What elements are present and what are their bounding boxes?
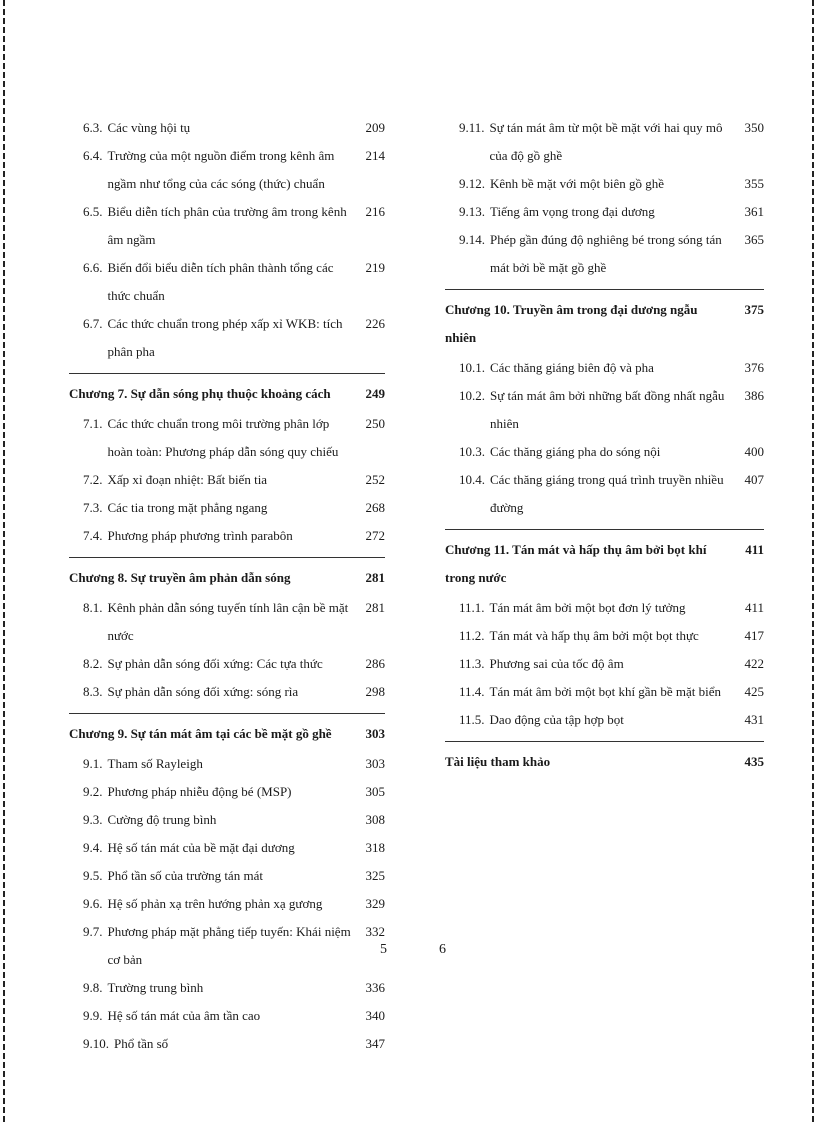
toc-entry-title: Phép gần đúng độ nghiêng bé trong sóng tán mát bởi bề mặt gồ ghề <box>490 232 722 275</box>
toc-entry-page: 422 <box>744 656 764 671</box>
toc-entry[interactable] <box>69 778 385 806</box>
toc-entry-title: Các tia trong mặt phẳng ngang <box>107 500 268 515</box>
toc-entry-title: Các thăng giáng pha do sóng nội <box>490 444 661 459</box>
toc-entry-page: 407 <box>744 472 764 487</box>
toc-entry-number: 9.10. <box>83 1036 109 1051</box>
scan-edge-left <box>3 0 5 1123</box>
toc-entry-title: Hệ số tán mát của âm tần cao <box>107 1008 261 1023</box>
toc-entry-page: 298 <box>365 684 385 699</box>
toc-entry[interactable] <box>445 706 764 734</box>
toc-entry-number: 9.5. <box>83 868 103 883</box>
toc-entry[interactable] <box>69 522 385 550</box>
toc-entry-number: 11.1. <box>459 600 485 615</box>
toc-entry[interactable] <box>69 750 385 778</box>
toc-entry[interactable] <box>69 834 385 862</box>
chapter-page: 303 <box>365 726 385 741</box>
toc-entry-title: Các thức chuẩn trong phép xấp xỉ WKB: tích phân pha <box>107 316 343 359</box>
toc-entry-page: 286 <box>365 656 385 671</box>
toc-entry[interactable] <box>445 382 764 438</box>
toc-entry[interactable] <box>445 170 764 198</box>
toc-entry-title: Cường độ trung bình <box>107 812 217 827</box>
toc-entry-title: Tiếng âm vọng trong đại dương <box>490 204 655 219</box>
chapter-page: 375 <box>744 302 764 317</box>
toc-entry[interactable] <box>445 354 764 382</box>
toc-entry-number: 6.7. <box>83 316 103 331</box>
toc-entry-page: 214 <box>365 148 385 163</box>
toc-entry-page: 305 <box>365 784 385 799</box>
toc-entry-number: 9.6. <box>83 896 103 911</box>
toc-entry-page: 386 <box>744 388 764 403</box>
toc-entry-number: 9.9. <box>83 1008 103 1023</box>
toc-entry-title: Các thức chuẩn trong môi trường phân lớp hoàn toàn: Phương pháp dẫn sóng quy chiếu <box>107 416 339 459</box>
toc-entry-title: Phổ tần số <box>114 1036 169 1051</box>
toc-entry-title: Trường của một nguồn điểm trong kênh âm ngầm như tổng của các sóng (thức) chuẩn <box>107 148 335 191</box>
toc-entry-title: Xấp xỉ đoạn nhiệt: Bất biến tia <box>107 472 268 487</box>
toc-entry-page: 268 <box>365 500 385 515</box>
page-number-left: 5 <box>380 942 387 957</box>
toc-entry[interactable] <box>69 1002 385 1030</box>
toc-entry[interactable] <box>69 974 385 1002</box>
toc-entry-number: 11.5. <box>459 712 485 727</box>
toc-entry-page: 209 <box>365 120 385 135</box>
toc-entry[interactable] <box>445 466 764 522</box>
chapter-page: 281 <box>365 570 385 585</box>
toc-entry-title: Tham số Rayleigh <box>107 756 203 771</box>
chapter-page: 435 <box>744 754 764 769</box>
toc-entry-number: 8.1. <box>83 600 103 615</box>
chapter-title: Chương 11. Tán mát và hấp thụ âm bởi bọt khí trong nước <box>445 542 707 585</box>
toc-entry-page: 252 <box>365 472 385 487</box>
toc-entry-title: Sự tán mát âm từ một bề mặt với hai quy mô của độ gồ ghề <box>489 120 723 163</box>
toc-entry-page: 365 <box>744 232 764 247</box>
toc-entry-page: 355 <box>744 176 764 191</box>
toc-entry[interactable] <box>69 410 385 466</box>
toc-entry-page: 329 <box>365 896 385 911</box>
toc-entry[interactable] <box>69 310 385 366</box>
chapter-page: 411 <box>745 542 764 557</box>
toc-entry[interactable] <box>69 466 385 494</box>
toc-entry-number: 6.3. <box>83 120 103 135</box>
toc-entry-page: 411 <box>744 600 764 615</box>
toc-entry-page: 216 <box>365 204 385 219</box>
toc-entry[interactable] <box>69 114 385 142</box>
toc-entry-title: Biến đổi biểu diễn tích phân thành tổng các thức chuẩn <box>107 260 334 303</box>
toc-entry-page: 417 <box>744 628 764 643</box>
toc-entry-title: Phương pháp nhiễu động bé (MSP) <box>107 784 292 799</box>
toc-entry-title: Kênh bề mặt với một biên gồ ghề <box>490 176 665 191</box>
toc-entry-page: 325 <box>365 868 385 883</box>
toc-chapter-heading[interactable] <box>445 741 764 776</box>
toc-entry[interactable] <box>69 862 385 890</box>
toc-entry-page: 431 <box>744 712 764 727</box>
toc-entry-number: 9.4. <box>83 840 103 855</box>
toc-entry-page: 250 <box>365 416 385 431</box>
toc-entry[interactable] <box>69 918 385 974</box>
chapter-title: Chương 7. Sự dẫn sóng phụ thuộc khoảng cách <box>69 386 331 401</box>
toc-entry-page: 332 <box>365 924 385 939</box>
toc-chapter-heading[interactable] <box>69 557 385 592</box>
toc-entry-page: 347 <box>365 1036 385 1051</box>
toc-entry-page: 226 <box>365 316 385 331</box>
toc-entry-page: 350 <box>744 120 764 135</box>
toc-entry-page: 281 <box>365 600 385 615</box>
toc-entry-number: 10.2. <box>459 388 485 403</box>
toc-entry-page: 318 <box>365 840 385 855</box>
toc-entry-title: Tán mát và hấp thụ âm bởi một bọt thực <box>489 628 699 643</box>
toc-chapter-heading[interactable] <box>445 289 764 352</box>
toc-entry[interactable] <box>69 678 385 706</box>
toc-entry[interactable] <box>445 226 764 282</box>
toc-entry-page: 219 <box>365 260 385 275</box>
chapter-title: Chương 9. Sự tán mát âm tại các bề mặt gồ ghề <box>69 726 332 741</box>
toc-entry-title: Phương pháp phương trình parabôn <box>107 528 293 543</box>
toc-entry-number: 9.12. <box>459 176 485 191</box>
toc-entry-title: Trường trung bình <box>107 980 204 995</box>
toc-entry-number: 9.14. <box>459 232 485 247</box>
toc-entry-title: Các thăng giáng biên độ và pha <box>490 360 654 375</box>
toc-entry-page: 340 <box>365 1008 385 1023</box>
toc-entry-title: Sự phản dẫn sóng đối xứng: sóng rìa <box>107 684 299 699</box>
toc-entry[interactable] <box>445 114 764 170</box>
toc-entry[interactable] <box>69 806 385 834</box>
chapter-title: Tài liệu tham khảo <box>445 754 551 769</box>
toc-entry-title: Phương pháp mặt phẳng tiếp tuyến: Khái niệm cơ bản <box>107 924 351 967</box>
toc-entry-number: 9.1. <box>83 756 103 771</box>
toc-entry-page: 425 <box>744 684 764 699</box>
toc-entry-number: 7.4. <box>83 528 103 543</box>
toc-entry-number: 7.2. <box>83 472 103 487</box>
toc-entry-page: 400 <box>744 444 764 459</box>
toc-column-right <box>445 114 764 778</box>
toc-entry-number: 6.5. <box>83 204 103 219</box>
toc-entry-number: 9.7. <box>83 924 103 939</box>
chapter-page: 249 <box>365 386 385 401</box>
toc-entry[interactable] <box>69 494 385 522</box>
toc-entry-number: 11.2. <box>459 628 485 643</box>
toc-entry[interactable] <box>69 1030 385 1058</box>
toc-entry-title: Phương sai của tốc độ âm <box>489 656 624 671</box>
toc-entry-page: 376 <box>744 360 764 375</box>
toc-column-left <box>69 114 385 1058</box>
toc-entry-page: 336 <box>365 980 385 995</box>
toc-entry[interactable] <box>445 438 764 466</box>
toc-entry-number: 8.3. <box>83 684 103 699</box>
toc-entry[interactable] <box>69 254 385 310</box>
toc-entry-number: 11.4. <box>459 684 485 699</box>
toc-entry-title: Tán mát âm bởi một bọt đơn lý tưởng <box>489 600 686 615</box>
toc-entry-title: Kênh phản dẫn sóng tuyến tính lân cận bề mặt nước <box>107 600 349 643</box>
toc-entry[interactable] <box>445 622 764 650</box>
toc-chapter-heading[interactable] <box>445 529 764 592</box>
toc-entry[interactable] <box>69 198 385 254</box>
toc-entry[interactable] <box>69 650 385 678</box>
toc-chapter-heading[interactable] <box>69 373 385 408</box>
toc-entry-number: 9.3. <box>83 812 103 827</box>
toc-entry-number: 6.6. <box>83 260 103 275</box>
toc-entry-title: Biểu diễn tích phân của trường âm trong kênh âm ngầm <box>107 204 347 247</box>
toc-entry-page: 361 <box>744 204 764 219</box>
toc-entry-title: Hệ số tán mát của bề mặt đại dương <box>107 840 295 855</box>
toc-entry-number: 9.13. <box>459 204 485 219</box>
toc-entry-page: 308 <box>365 812 385 827</box>
toc-entry-number: 9.2. <box>83 784 103 799</box>
toc-entry[interactable] <box>69 890 385 918</box>
toc-entry-number: 10.1. <box>459 360 485 375</box>
toc-entry-number: 6.4. <box>83 148 103 163</box>
toc-chapter-heading[interactable] <box>69 713 385 748</box>
toc-entry-title: Dao động của tập hợp bọt <box>489 712 624 727</box>
toc-entry[interactable] <box>445 198 764 226</box>
page-number-right: 6 <box>439 942 446 957</box>
toc-entry[interactable] <box>69 142 385 198</box>
toc-entry-title: Phổ tần số của trường tán mát <box>107 868 263 883</box>
toc-entry[interactable] <box>69 594 385 650</box>
toc-entry-title: Hệ số phản xạ trên hướng phản xạ gương <box>107 896 323 911</box>
toc-entry[interactable] <box>445 678 764 706</box>
toc-entry-title: Sự phản dẫn sóng đối xứng: Các tựa thức <box>107 656 323 671</box>
chapter-title: Chương 8. Sự truyền âm phản dẫn sóng <box>69 570 291 585</box>
toc-entry[interactable] <box>445 594 764 622</box>
scan-edge-right <box>812 0 814 1123</box>
chapter-title: Chương 10. Truyền âm trong đại dương ngẫu nhiên <box>445 302 698 345</box>
toc-entry-title: Sự tán mát âm bởi những bất đồng nhất ngẫu nhiên <box>490 388 725 431</box>
toc-entry-title: Các thăng giáng trong quá trình truyền nhiều đường <box>490 472 724 515</box>
toc-entry-number: 7.3. <box>83 500 103 515</box>
toc-entry-number: 7.1. <box>83 416 103 431</box>
toc-entry-number: 9.11. <box>459 120 485 135</box>
toc-entry-page: 272 <box>365 528 385 543</box>
toc-entry-page: 303 <box>365 756 385 771</box>
toc-entry-title: Tán mát âm bởi một bọt khí gần bề mặt biển <box>489 684 721 699</box>
toc-entry-number: 10.3. <box>459 444 485 459</box>
toc-entry-number: 11.3. <box>459 656 485 671</box>
toc-entry-number: 10.4. <box>459 472 485 487</box>
toc-entry-number: 9.8. <box>83 980 103 995</box>
toc-entry-number: 8.2. <box>83 656 103 671</box>
toc-entry[interactable] <box>445 650 764 678</box>
toc-entry-title: Các vùng hội tụ <box>107 120 191 135</box>
